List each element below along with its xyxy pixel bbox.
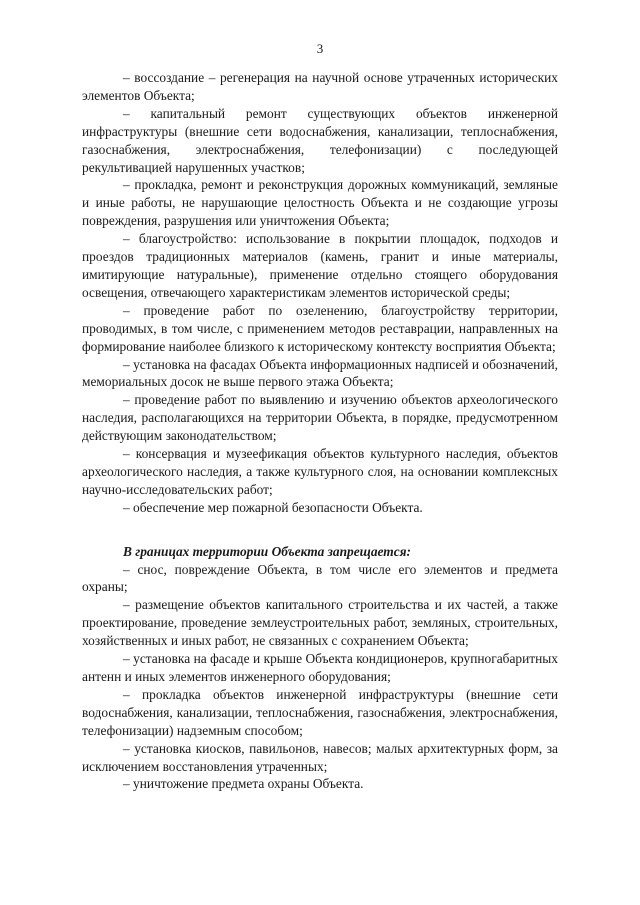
prohibited-item: – уничтожение предмета охраны Объекта. (123, 776, 364, 792)
permitted-item: – обеспечение мер пожарной безопасности Объекта. (123, 499, 423, 515)
page-number: 3 (316, 41, 324, 56)
permitted-item: – установка на фасадах Объекта информационных надписей и обозначений, мемориальных досок не выше первого этажа Объекта; (82, 356, 558, 390)
permitted-item: – капитальный ремонт существующих объектов инженерной инфраструктуры (внешние сети водоснабжения, канализации, теплоснабжения, газоснабжения, электроснабжения, телефонизации) с последующей рекультивацией нарушенных участков; (82, 105, 558, 175)
prohibited-item: – установка киосков, павильонов, навесов; малых архитектурных форм, за исключением восстановления утраченных; (82, 740, 558, 774)
permitted-item: – консервация и музеефикация объектов культурного наследия, объектов археологического наследия, а также культурного слоя, на основании комплексных научно-исследовательских работ; (82, 446, 558, 497)
prohibited-item: – снос, повреждение Объекта, в том числе его элементов и предмета охраны; (82, 561, 558, 595)
page-content (82, 69, 558, 793)
permitted-item: – проведение работ по озеленению, благоустройству территории, проводимых, в том числе, с применением методов реставрации, направленных на формирование наиболее близкого к историческому контексту восприятия Объекта; (82, 302, 558, 354)
permitted-item: – воссоздание – регенерация на научной основе утраченных исторических элементов Объекта; (82, 70, 558, 103)
permitted-item: – проведение работ по выявлению и изучению объектов археологического наследия, располагающихся на территории Объекта, в порядке, предусмотренном действующим законодательством; (82, 392, 558, 444)
prohibited-item: – прокладка объектов инженерной инфраструктуры (внешние сети водоснабжения, канализации, теплоснабжения, газоснабжения, электроснабжения, телефонизации) надземным способом; (82, 686, 558, 738)
prohibited-item: – размещение объектов капитального строительства и их частей, а также проектирование, проведение землеустроительных работ, земляных, строительных, хозяйственных и иных работ, не связанных с сохранением Объекта; (82, 597, 558, 649)
prohibited-heading: В границах территории Объекта запрещается: (123, 543, 411, 559)
prohibited-item: – установка на фасаде и крыше Объекта кондиционеров, крупногабаритных антенн и иных элементов инженерного оборудования; (82, 651, 558, 684)
permitted-item: – благоустройство: использование в покрытии площадок, подходов и проездов традиционных материалов (камень, гранит и иные материалы, имитирующие натуральные), применение отдельно стоящего оборудования освещения, отвечающего характеристикам элементов исторической среды; (82, 231, 558, 300)
permitted-item: – прокладка, ремонт и реконструкция дорожных коммуникаций, земляные и иные работы, не нарушающие целостность Объекта и не создающие угрозы повреждения, разрушения или уничтожения Объекта; (82, 177, 558, 229)
